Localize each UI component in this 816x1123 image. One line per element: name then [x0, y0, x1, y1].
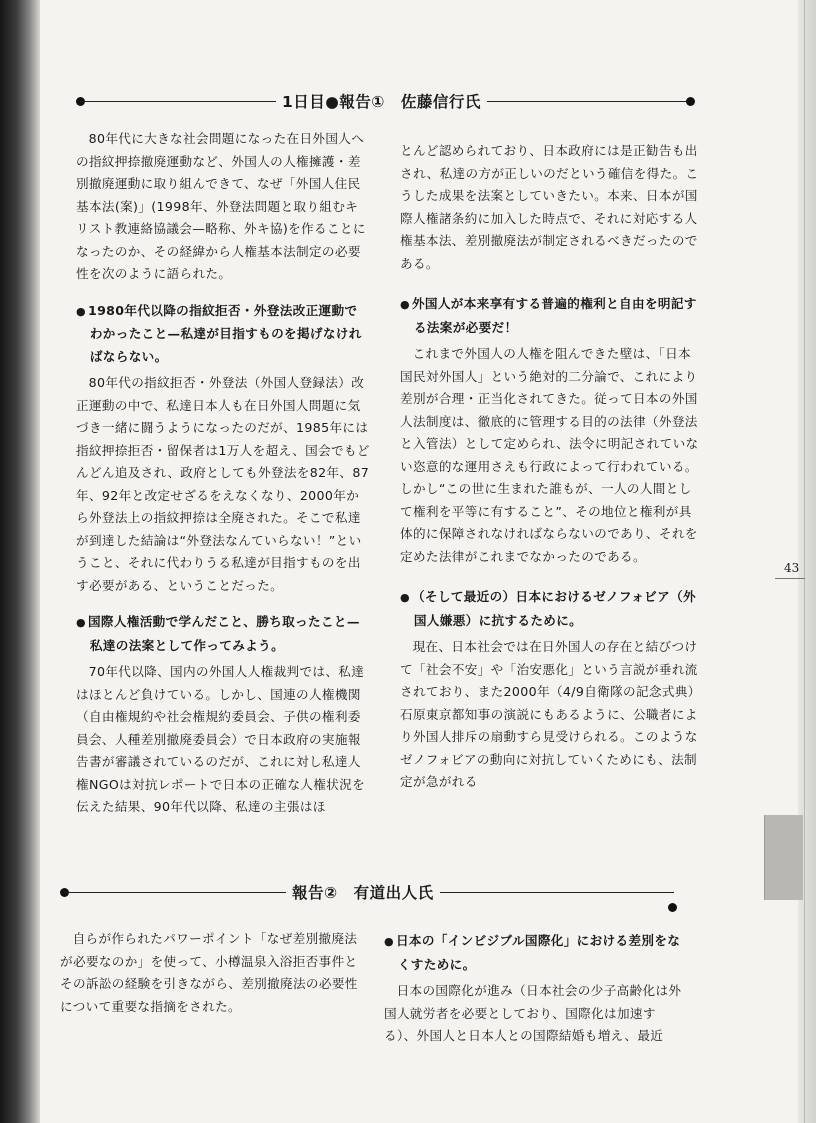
header-dot-right	[686, 97, 695, 106]
paragraph-fingerprint: 80年代の指紋拒否・外登法（外国人登録法）改正運動の中で、私達日本人も在日外国人問題に気づき一緒に闘うようになったのだが、1985年には指紋押捺拒否・留保者は1万人を超え、国会でもどんどん追及され、政府としても外登法を82年、87年、92年と改定せざるをえなくなり、2000年から外登法上の指紋押捺は全廃された。そこで私達が到達した結論は“外登法なんていらない！”ということ、それに代わりうる私達が目指すものを出す必要がある、ということだった。	[76, 375, 370, 593]
subhead-xenophobia: ● （そして最近の）日本におけるゼノフォビア（外国人嫌悪）に抗するために。	[400, 589, 696, 628]
header-dot-right	[668, 903, 677, 912]
section1-intro: 80年代に大きな社会問題になった在日外国人への指紋押捺撤廃運動など、外国人の人権擁護・差別撤廃運動に取り組んできて、なぜ「外国人住民基本法(案)」(1998年、外登法問題と取り組むキリスト教連絡協議会—略称、外キ協)を作ることになったのか、その経緯から人権基本法制定の必要性を次のように語られた。	[76, 131, 366, 281]
page-edge	[798, 0, 816, 1123]
section1-column-right	[400, 140, 700, 794]
subhead-universal-rights: ● 外国人が本来享有する普遍的権利と自由を明記する法案が必要だ！	[400, 296, 697, 335]
paragraph-xenophobia: 現在、日本社会では在日外国人の存在と結びつけて「社会不安」や「治安悪化」という言説が垂れ流されており、また2000年（4/9自衛隊の記念式典）石原東京都知事の演説にもあるように、公職者により外国人排斥の扇動すら見受けられる。このようなゼノフォビアの動向に対抗していくためにも、法制定が急がれる	[400, 639, 698, 789]
section2-column-right	[384, 922, 684, 1048]
subhead-international: ● 国際人権活動で学んだこと、勝ち取ったこと—私達の法案として作ってみよう。	[76, 614, 360, 653]
bullet-icon: ●	[400, 591, 410, 604]
bullet-icon: ●	[76, 616, 86, 629]
page-number-rule	[775, 578, 805, 579]
section2-column-left	[60, 928, 360, 1018]
page-tab-marker	[764, 815, 803, 900]
paragraph-international: 70年代以降、国内の外国人人権裁判では、私達はほとんど負けている。しかし、国連の人権機関（自由権規約や社会権規約委員会、子供の権利委員会、人種差別撤廃委員会）で日本政府の実施報告書が審議されているのだが、これに対し私達人権NGOは対抗レポートで日本の正確な人権状況を伝えた結果、90年代以降、私達の主張はほ	[76, 664, 366, 814]
bullet-icon: ●	[76, 304, 86, 318]
paragraph-continuation: とんど認められており、日本政府には是正勧告も出され、私達の方が正しいのだという確信を得た。こうした成果を法案としていきたい。本来、日本が国際人権諸条約に加入した時点で、それに対応する人権基本法、差別撤廃法が制定されるべきだったのである。	[400, 143, 699, 271]
section2-intro: 自らが作られたパワーポイント「なぜ差別撤廃法が必要なのか」を使って、小樽温泉入浴拒否事件とその訴訟の経験を引きながら、差別撤廃法の必要性について重要な指摘をされた。	[60, 931, 358, 1014]
section1-title: 1日目●報告① 佐藤信行氏	[276, 90, 487, 112]
bullet-icon: ●	[400, 298, 410, 311]
book-spine-shadow	[0, 0, 40, 1123]
section2-title: 報告② 有道出人氏	[286, 881, 440, 903]
subhead-fingerprint: ● 1980年代以降の指紋拒否・外登法改正運動でわかったこと—私達が目指すものを掲げなければならない。	[76, 302, 362, 364]
paragraph-invisible-internationalization: 日本の国際化が進み（日本社会の少子高齢化は外国人就労者を必要としており、国際化は加速する）、外国人と日本人との国際結婚も増え、最近	[384, 983, 682, 1043]
bullet-icon: ●	[384, 935, 394, 948]
paragraph-universal-rights: これまで外国人の人権を阻んできた壁は、「日本国民対外国人」という絶対的二分論で、これにより差別が合理・正当化されてきた。従って日本の外国人法制度は、徹底的に管理する目的の法律（外登法と入管法）として定められ、法令に明記されていない恣意的な運用さえも行政によって行われている。しかし“この世に生まれた誰もが、一人の人間として権利を平等に有すること”、その地位と権利が具体的に保障されなければならないのであり、それを定めた法律がこれまでなかったのである。	[400, 346, 699, 564]
section1-column-left	[76, 128, 370, 819]
subhead-invisible-internationalization: ● 日本の「インビジブル国際化」における差別をなくすために。	[384, 933, 681, 972]
page-number: 43	[784, 561, 800, 575]
